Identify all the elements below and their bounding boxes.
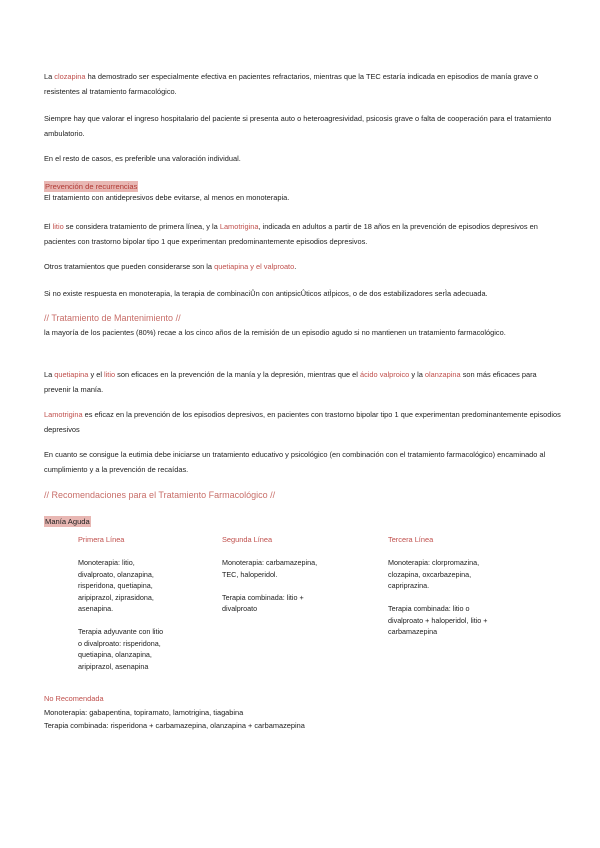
column-title-segunda: Segunda Línea — [222, 535, 273, 544]
column-line: Terapia adyuvante con litio — [78, 627, 164, 636]
column-line: Monoterapia: litio, — [78, 558, 135, 567]
paragraph-antidepresivos: El tratamiento con antidepresivos debe evitarse, al menos en monoterapia. — [44, 193, 290, 202]
text: , indicada en adultos a partir de 18 años en la prevención de episodios depresivos en pacientes con trastorno bipolar tipo 1 que experimentan predominantemente episodios depresivos. — [44, 222, 538, 246]
paragraph-lamotrigina — [44, 408, 564, 437]
no-recomendada-combinada: Terapia combinada: risperidona + carbamazepina, olanzapina + carbamazepina — [44, 721, 305, 730]
text: La — [44, 370, 55, 379]
paragraph-clozapina — [44, 70, 564, 99]
text: ha demostrado ser especialmente efectiva en pacientes refractarios, mientras que la TEC estaría indicada en episodios de manía grave o resistentes al tratamiento farmacológico. — [44, 72, 539, 96]
paragraph-litio-lamotrigina — [44, 220, 564, 249]
column-line: asenapina. — [78, 604, 114, 613]
highlight-olanzapina: olanzapina — [424, 370, 461, 379]
text: El — [44, 222, 53, 231]
column-line: quetiapina, olanzapina, — [78, 650, 152, 659]
label-mania-aguda: Manía Aguda — [45, 517, 90, 526]
column-line: divalproato + haloperidol, litio + — [388, 615, 488, 625]
paragraph-recaida: la mayoría de los pacientes (80%) recae a los cinco años de la remisión de un episodio agudo si no mantienen un tratamiento farmacológico. — [44, 328, 506, 337]
section-title-recomendaciones: // Recomendaciones para el Tratamiento Farmacológico // — [44, 490, 276, 500]
text: Otros tratamientos que pueden considerarse son la — [44, 262, 215, 271]
highlight-lamotrigina: Lamotrigina — [44, 410, 83, 419]
paragraph-eutimia: En cuanto se consigue la eutimia debe iniciarse un tratamiento educativo y psicológico (en combinación con el tratamiento farmacológico) encaminado al cumplimiento y a la prevención de recaídas. — [44, 450, 546, 474]
column-line: carbamazepina — [388, 627, 438, 636]
column-line: Monoterapia: carbamazepina, — [222, 558, 318, 567]
paragraph-ingreso: Siempre hay que valorar el ingreso hospitalario del paciente si presenta auto o heteroagresividad, psicosis grave o falta de cooperación para el tratamiento ambulatorio. — [44, 114, 552, 138]
text: son eficaces en la prevención de la manía y la depresión, mientras que el — [115, 370, 360, 379]
highlight-acido-valproico: ácido valproico — [359, 370, 410, 379]
column-line: divalproato — [222, 604, 258, 613]
paragraph-combinacion: Si no existe respuesta en monoterapia, la terapia de combinaciÛn con antipsicÛticos atÌpicos, o de dos estabilizadores serÌa adecuada. — [44, 289, 488, 298]
paragraph-otros-tratamientos — [44, 260, 564, 275]
paragraph-quetiapina-litio — [44, 368, 564, 397]
column-title-tercera: Tercera Línea — [388, 535, 434, 544]
column-line: Terapia combinada: litio + — [222, 592, 304, 602]
column-line: Terapia combinada: litio o — [388, 604, 470, 613]
label-no-recomendada: No Recomendada — [44, 694, 104, 703]
column-line: clozapina, oxcarbazepina, — [388, 569, 472, 579]
column-line: Monoterapia: clorpromazina, — [388, 558, 480, 567]
column-line: TEC, haloperidol. — [222, 569, 278, 579]
column-line — [388, 592, 538, 604]
highlight-litio: litio — [104, 370, 116, 379]
column-line — [78, 615, 213, 627]
highlight-quetiapina-valproato: quetiapina y el valproato — [214, 262, 295, 271]
no-recomendada-monoterapia: Monoterapia: gabapentina, topiramato, lamotrigina, tiagabina — [44, 708, 244, 717]
section-title-mantenimiento: // Tratamiento de Mantenimiento // — [44, 313, 181, 323]
text: son más eficaces para prevenir la manía. — [44, 370, 537, 394]
column-title-primera: Primera Línea — [78, 535, 125, 544]
text: . — [294, 262, 297, 271]
highlight-lamotrigina: Lamotrigina — [219, 222, 259, 231]
column-line: o divalproato: risperidona, — [78, 638, 161, 648]
column-tercera-linea — [388, 557, 538, 638]
highlight-quetiapina: quetiapina — [54, 370, 89, 379]
column-line — [222, 580, 357, 592]
column-primera-linea — [78, 557, 213, 672]
column-line: divalproato, olanzapina, — [78, 569, 154, 579]
section-title-prevencion: Prevención de recurrencias — [45, 182, 138, 191]
column-line: aripiprazol, asenapina — [78, 661, 149, 671]
highlight-litio: litio — [52, 222, 64, 231]
text: La — [44, 72, 55, 81]
text: es eficaz en la prevención de los episodios depresivos, en pacientes con trastorno bipolar tipo 1 que experimentan predominantemente episodios depresivos — [44, 410, 561, 434]
highlight-clozapina: clozapina — [54, 72, 86, 81]
column-segunda-linea — [222, 557, 357, 615]
text: y el — [88, 370, 105, 379]
column-line: capriprazina. — [388, 581, 430, 590]
text: y la — [409, 370, 425, 379]
paragraph-valoracion: En el resto de casos, es preferible una valoración individual. — [44, 154, 241, 163]
text: se considera tratamiento de primera línea, y la — [63, 222, 220, 231]
column-line: risperidona, quetiapina, — [78, 581, 153, 590]
column-line: aripiprazol, ziprasidona, — [78, 592, 154, 602]
